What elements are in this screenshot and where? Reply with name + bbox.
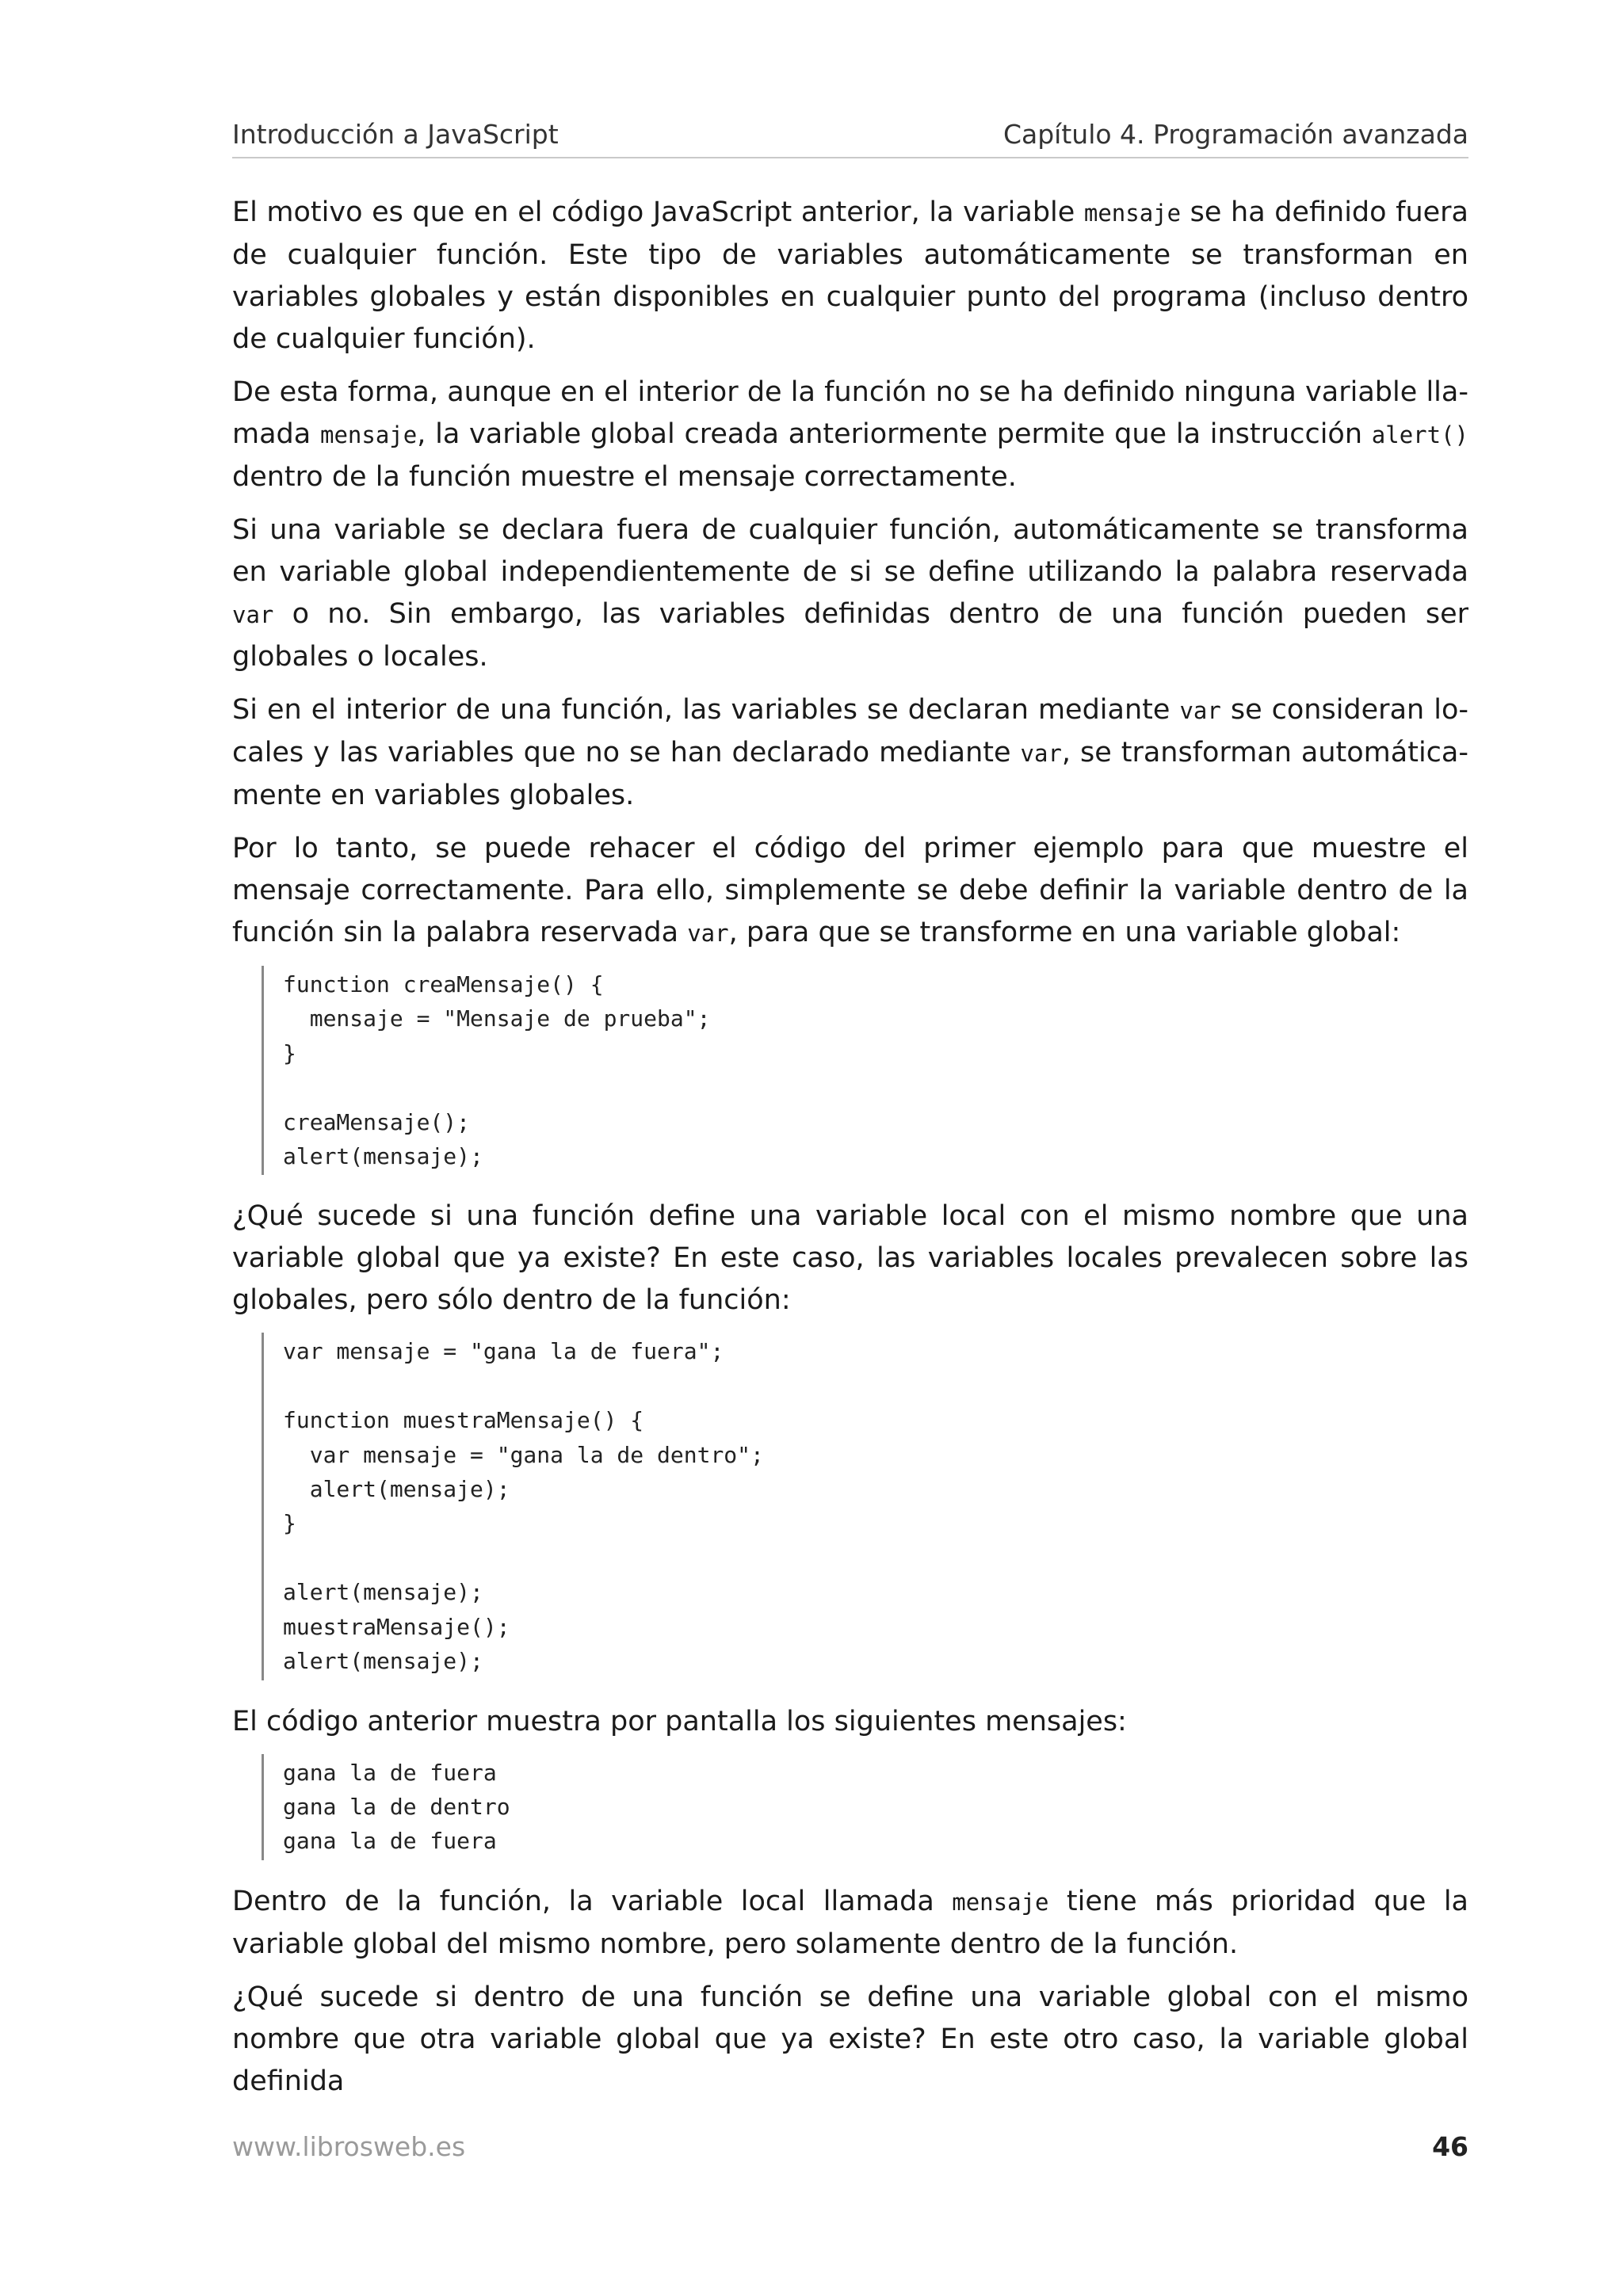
page-content <box>232 192 1468 2114</box>
text: dentro de la función muestre el mensaje correctamente. <box>232 461 1017 493</box>
paragraph-7: El código anterior muestra por pantalla los siguientes mensajes: <box>232 1705 1127 1737</box>
paragraph-4 <box>232 689 1468 817</box>
text: Dentro de la función, la variable local llamada <box>232 1885 953 1917</box>
inline-code: mensaje <box>952 1888 1049 1916</box>
text: tiene más prioridad que la variable global del mismo nombre, pero solamente dentro de la función. <box>232 1885 1468 1960</box>
page-header <box>232 119 1468 158</box>
inline-code: var <box>1179 697 1221 724</box>
text: Por lo tanto, se puede rehacer el código del primer ejemplo para que muestre el mensaje correctamente. Para ello, simplemente se debe definir la variable dentro de la función sin la palabra reservada <box>232 833 1468 948</box>
text: se consideran locales y las variables que no se han declarado mediante <box>232 694 1469 769</box>
paragraph-6: ¿Qué sucede si una función define una variable local con el mismo nombre que una variable global que ya existe? En este caso, las variables locales prevalecen sobre las globales, pero sólo dentro de la función: <box>232 1200 1468 1317</box>
paragraph-9: ¿Qué sucede si dentro de una función se define una variable global con el mismo nombre que otra variable global que ya existe? En este otro caso, la variable global definida <box>232 1981 1468 2097</box>
paragraph-1 <box>232 192 1468 360</box>
paragraph-8 <box>232 1881 1468 1966</box>
document-page <box>232 0 1468 2296</box>
text: Si una variable se declara fuera de cualquier función, automáticamente se transforma en variable global independientemente de si se define utilizando la palabra reservada <box>232 514 1468 588</box>
page-number: 46 <box>1432 2131 1468 2162</box>
inline-code: var <box>687 920 729 947</box>
book-title: Introducción a JavaScript <box>232 119 559 150</box>
text: , se transforman automáticamente en variables globales. <box>232 737 1468 811</box>
text: , la variable global creada anteriormente permite que la instrucción <box>417 418 1372 450</box>
page-footer <box>232 2131 1468 2166</box>
code-block-muestra-mensaje: var mensaje = "gana la de fuera"; function muestraMensaje() { var mensaje = "gana la de dentro"; alert(mensaje); } alert(mensaje); muestraMensaje(); alert(mensaje); <box>262 1333 1468 1680</box>
inline-code: mensaje <box>319 421 418 448</box>
paragraph-5 <box>232 828 1468 955</box>
text: El motivo es que en el código JavaScript anterior, la variable <box>232 196 1084 228</box>
chapter-title: Capítulo 4. Programación avanzada <box>1002 119 1468 150</box>
code-block-crea-mensaje: function creaMensaje() { mensaje = "Mensaje de prueba"; } creaMensaje(); alert(mensaje); <box>262 966 1468 1175</box>
website-link[interactable]: www.librosweb.es <box>232 2131 466 2162</box>
inline-code: var <box>232 601 274 628</box>
code-block-output: gana la de fuera gana la de dentro gana la de fuera <box>262 1754 1468 1860</box>
text: De esta forma, aunque en el interior de la función no se ha definido ninguna variable llamada <box>232 376 1468 450</box>
text: o no. Sin embargo, las variables definidas dentro de una función pueden ser globales o locales. <box>232 598 1468 673</box>
text: Si en el interior de una función, las variables se declaran mediante <box>232 694 1180 726</box>
text: , para que se transforme en una variable global: <box>728 917 1401 948</box>
inline-code: mensaje <box>1083 200 1182 227</box>
inline-code: var <box>1020 740 1062 767</box>
text: se ha definido fuera de cualquier función. Este tipo de variables automáticamente se transforman en variables globales y están disponibles en cualquier punto del programa (incluso dentro de cualquier función). <box>232 196 1468 355</box>
inline-code: alert() <box>1371 421 1469 448</box>
paragraph-3 <box>232 509 1468 678</box>
paragraph-2 <box>232 372 1468 498</box>
